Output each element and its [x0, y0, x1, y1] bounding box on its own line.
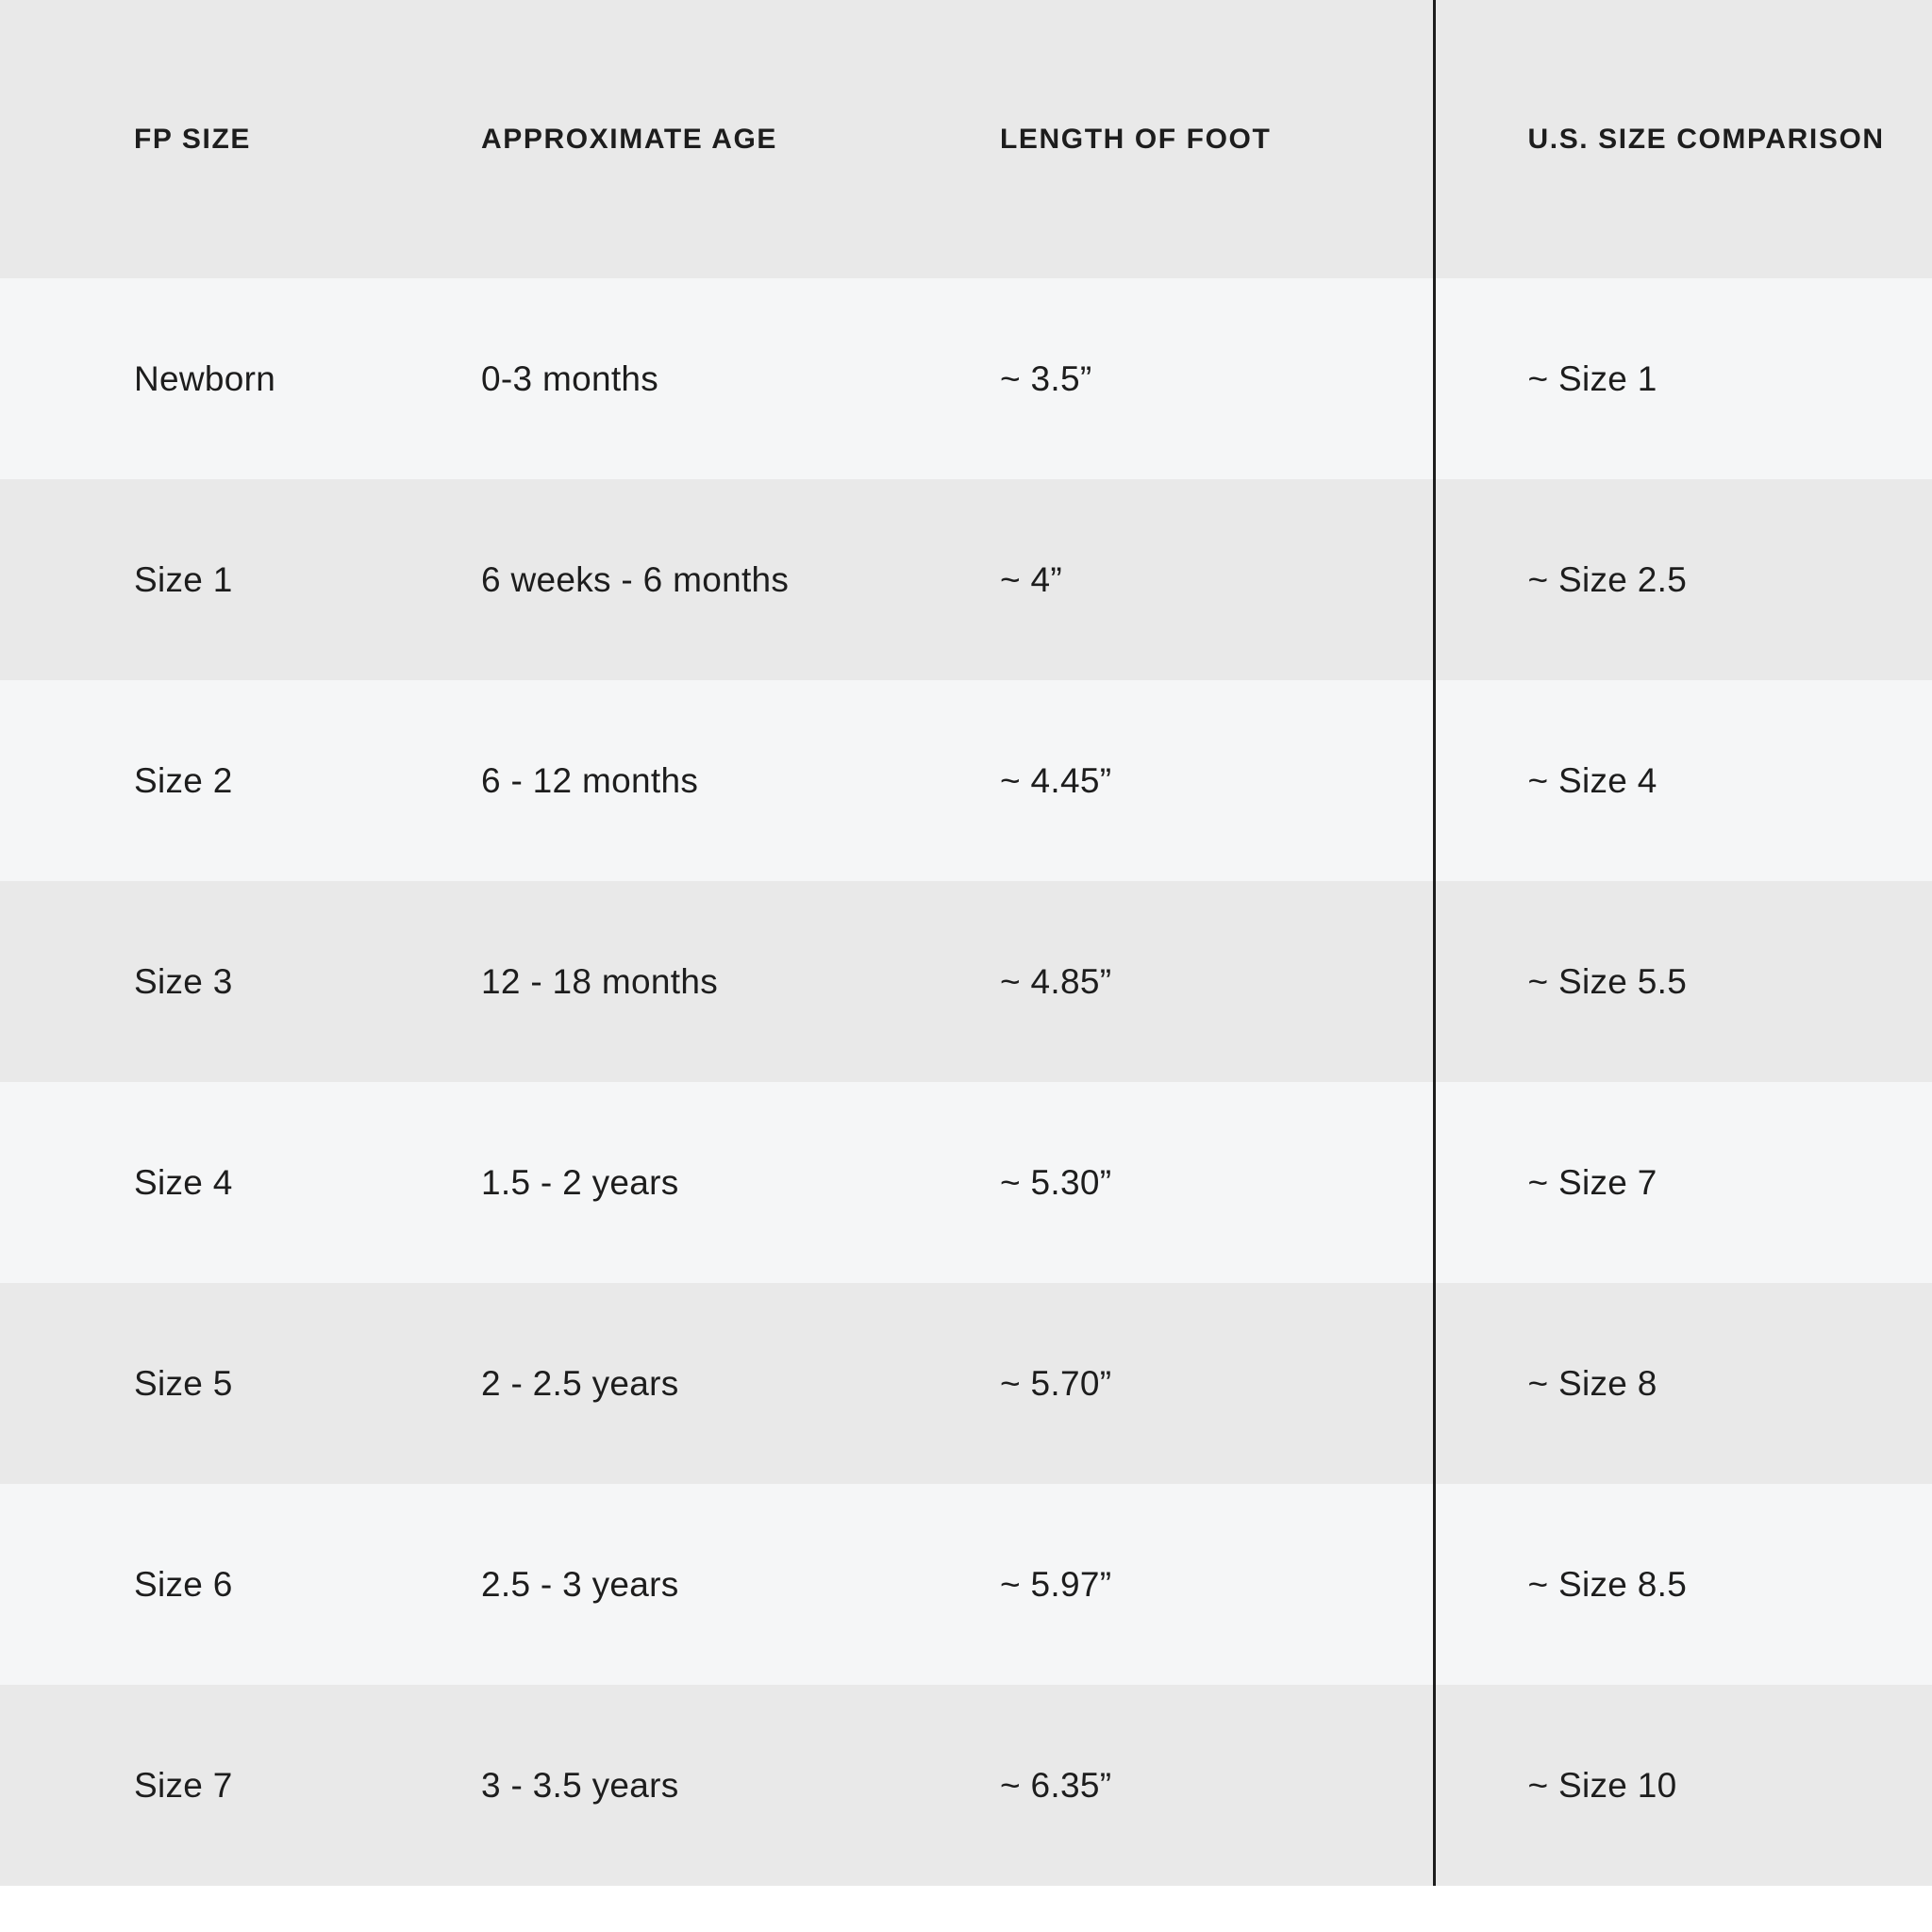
column-header-approximate-age: APPROXIMATE AGE — [443, 0, 962, 278]
cell-approximate-age: 6 weeks - 6 months — [443, 479, 962, 680]
cell-fp-size: Size 3 — [0, 881, 443, 1082]
table-header — [0, 0, 1932, 278]
cell-approximate-age: 2 - 2.5 years — [443, 1283, 962, 1484]
cell-approximate-age: 6 - 12 months — [443, 680, 962, 881]
cell-approximate-age: 12 - 18 months — [443, 881, 962, 1082]
cell-fp-size: Newborn — [0, 278, 443, 479]
cell-length-of-foot — [962, 680, 1434, 881]
cell-length-of-foot — [962, 1484, 1434, 1685]
cell-length-of-foot — [962, 479, 1434, 680]
column-header-length-of-foot: LENGTH OF FOOT — [962, 0, 1434, 278]
length-value: ~ 6.35” — [1000, 1765, 1112, 1805]
cell-approximate-age: 0-3 months — [443, 278, 962, 479]
length-value: ~ 3.5” — [1000, 358, 1092, 398]
column-header-us-size-comparison: U.S. SIZE COMPARISON — [1434, 0, 1932, 278]
table-row — [0, 479, 1932, 680]
cell-us-size-comparison: ~ Size 5.5 — [1434, 881, 1932, 1082]
cell-fp-size: Size 6 — [0, 1484, 443, 1685]
table-row — [0, 1484, 1932, 1685]
column-header-fp-size: FP SIZE — [0, 0, 443, 278]
length-value: ~ 5.70” — [1000, 1363, 1112, 1403]
header-row — [0, 0, 1932, 278]
length-value: ~ 4.85” — [1000, 961, 1112, 1001]
cell-fp-size: Size 5 — [0, 1283, 443, 1484]
table-body — [0, 278, 1932, 1886]
cell-us-size-comparison: ~ Size 10 — [1434, 1685, 1932, 1886]
cell-approximate-age: 2.5 - 3 years — [443, 1484, 962, 1685]
table-row — [0, 1283, 1932, 1484]
cell-length-of-foot — [962, 881, 1434, 1082]
cell-length-of-foot — [962, 1082, 1434, 1283]
cell-length-of-foot — [962, 1685, 1434, 1886]
table-row — [0, 278, 1932, 479]
length-value: ~ 4.45” — [1000, 760, 1112, 800]
table-row — [0, 1685, 1932, 1886]
cell-approximate-age: 3 - 3.5 years — [443, 1685, 962, 1886]
table-row — [0, 881, 1932, 1082]
cell-fp-size: Size 2 — [0, 680, 443, 881]
cell-length-of-foot — [962, 1283, 1434, 1484]
cell-us-size-comparison: ~ Size 7 — [1434, 1082, 1932, 1283]
cell-fp-size: Size 1 — [0, 479, 443, 680]
cell-fp-size: Size 4 — [0, 1082, 443, 1283]
cell-us-size-comparison: ~ Size 8.5 — [1434, 1484, 1932, 1685]
length-value: ~ 4” — [1000, 559, 1062, 599]
cell-fp-size: Size 7 — [0, 1685, 443, 1886]
length-value: ~ 5.30” — [1000, 1162, 1112, 1202]
cell-us-size-comparison: ~ Size 1 — [1434, 278, 1932, 479]
cell-us-size-comparison: ~ Size 4 — [1434, 680, 1932, 881]
cell-approximate-age: 1.5 - 2 years — [443, 1082, 962, 1283]
cell-us-size-comparison: ~ Size 2.5 — [1434, 479, 1932, 680]
cell-length-of-foot — [962, 278, 1434, 479]
length-value: ~ 5.97” — [1000, 1564, 1112, 1604]
cell-us-size-comparison: ~ Size 8 — [1434, 1283, 1932, 1484]
table-row — [0, 680, 1932, 881]
table-row — [0, 1082, 1932, 1283]
